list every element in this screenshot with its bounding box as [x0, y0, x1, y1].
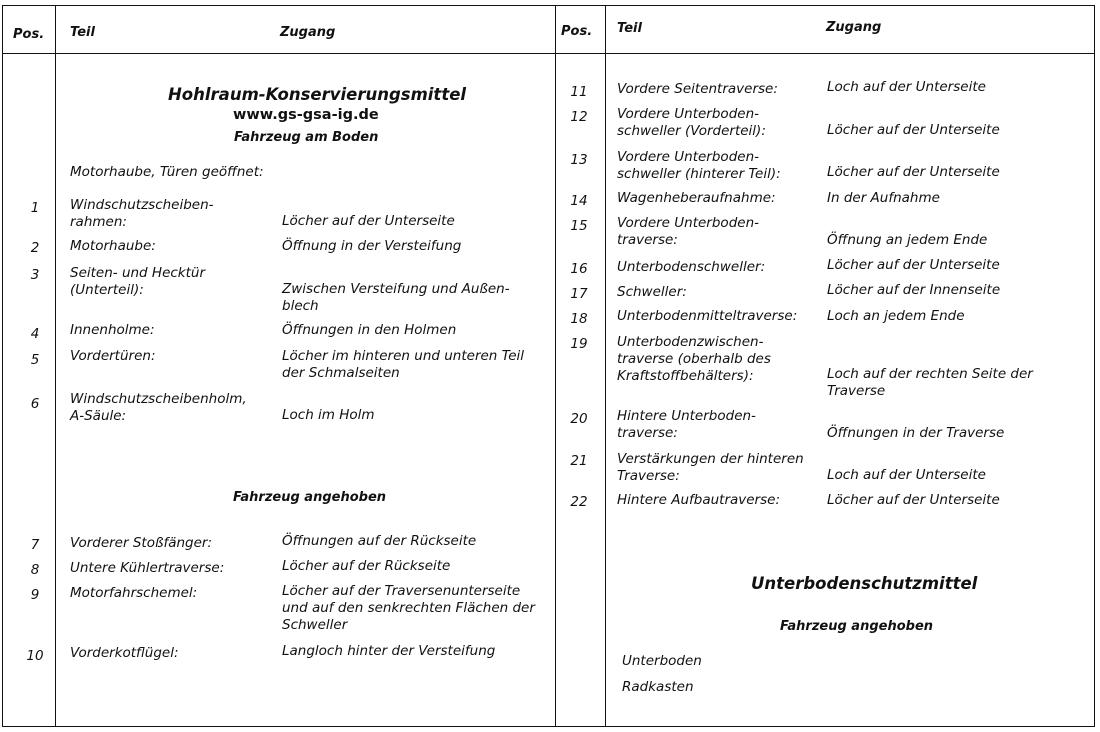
part-name: Unterbodenschweller: [617, 259, 766, 275]
pos-number: 22 [570, 494, 588, 510]
header-teil-right: Teil [617, 21, 642, 36]
access-point: Löcher auf der Rückseite [282, 558, 451, 574]
part-name: Schweller: [617, 284, 687, 300]
pos-number: 5 [30, 352, 40, 368]
pos-number: 11 [570, 84, 588, 100]
part-name: Vordere Unterboden- traverse: [617, 215, 759, 248]
access-point: Löcher auf der Traversenunterseite und auf den senkrechten Flächen der Schweller [282, 583, 535, 633]
part-name: Windschutzscheiben- rahmen: [70, 197, 214, 230]
access-point: Öffnungen in den Holmen [282, 322, 457, 338]
part-name: Hintere Aufbautraverse: [617, 492, 780, 508]
access-point: Loch an jedem Ende [827, 308, 965, 324]
pos-number: 15 [570, 218, 588, 234]
part-name: Vorderer Stoßfänger: [70, 535, 213, 551]
subsection-heading: Fahrzeug angehoben [780, 619, 934, 634]
access-point: Loch auf der Unterseite [827, 467, 986, 483]
access-point: Löcher auf der Unterseite [827, 492, 1000, 508]
access-point: Loch auf der Unterseite [827, 79, 986, 95]
part-name: Verstärkungen der hinteren Traverse: [617, 451, 804, 484]
left-section-title: Hohlraum-Konservierungsmittel [168, 85, 467, 104]
pos-number: 20 [570, 411, 588, 427]
column-divider [555, 5, 556, 727]
pos-number: 12 [570, 109, 588, 125]
part-name: Motorfahrschemel: [70, 585, 198, 601]
access-point: Loch im Holm [282, 407, 375, 423]
part-name: Vordere Seitentraverse: [617, 81, 778, 97]
access-point: Löcher im hinteren und unteren Teil der Schmalseiten [282, 348, 525, 381]
pos-number: 17 [570, 286, 588, 302]
pos-number: 19 [570, 336, 588, 352]
note-text: Motorhaube, Türen geöffnet: [70, 164, 264, 180]
access-point: Löcher auf der Unterseite [827, 164, 1000, 180]
column-divider [55, 5, 56, 727]
part-name: Motorhaube: [70, 238, 156, 254]
part-name: Vorderkotflügel: [70, 645, 179, 661]
header-teil-left: Teil [70, 25, 95, 40]
part-name: Wagenheberaufnahme: [617, 190, 776, 206]
pos-number: 21 [570, 453, 588, 469]
header-pos-right: Pos. [561, 24, 593, 39]
access-point: Löcher auf der Innenseite [827, 282, 1001, 298]
pos-number: 2 [30, 240, 40, 256]
access-point: Zwischen Versteifung und Außen- blech [282, 281, 510, 314]
pos-number: 1 [30, 200, 40, 216]
header-pos-left: Pos. [13, 27, 45, 42]
part-name: Windschutzscheibenholm, A-Säule: [70, 391, 247, 424]
access-point: Loch auf der rechten Seite der Traverse [827, 366, 1033, 399]
access-point: Öffnungen in der Traverse [827, 425, 1005, 441]
access-point: Löcher auf der Unterseite [282, 213, 455, 229]
pos-number: 10 [26, 648, 44, 664]
pos-number: 7 [30, 537, 40, 553]
part-name: Unterbodenmitteltraverse: [617, 308, 798, 324]
access-point: Löcher auf der Unterseite [827, 257, 1000, 273]
access-point: Löcher auf der Unterseite [827, 122, 1000, 138]
pos-number: 8 [30, 562, 40, 578]
header-divider [2, 53, 1095, 54]
website-url: www.gs-gsa-ig.de [233, 107, 379, 123]
part-name: Seiten- und Hecktür (Unterteil): [70, 265, 206, 298]
part-name: Vordertüren: [70, 348, 156, 364]
access-point: Öffnung an jedem Ende [827, 232, 988, 248]
list-item: Unterboden [622, 653, 702, 669]
access-point: In der Aufnahme [827, 190, 940, 206]
access-point: Langloch hinter der Versteifung [282, 643, 496, 659]
part-name: Unterbodenzwischen- traverse (oberhalb des Kraftstoffbehälters): [617, 334, 771, 384]
list-item: Radkasten [622, 679, 694, 695]
header-zugang-left: Zugang [280, 25, 336, 40]
pos-number: 9 [30, 587, 40, 603]
pos-number: 4 [30, 326, 40, 342]
pos-number: 6 [30, 396, 40, 412]
pos-number: 16 [570, 261, 588, 277]
subsection-heading: Fahrzeug am Boden [234, 130, 379, 145]
part-name: Hintere Unterboden- traverse: [617, 408, 756, 441]
part-name: Untere Kühlertraverse: [70, 560, 225, 576]
pos-number: 18 [570, 311, 588, 327]
access-point: Öffnung in der Versteifung [282, 238, 462, 254]
column-divider [605, 5, 606, 727]
part-name: Vordere Unterboden- schweller (Vorderteil): [617, 106, 766, 139]
subsection-heading: Fahrzeug angehoben [233, 490, 387, 505]
header-zugang-right: Zugang [826, 20, 882, 35]
access-point: Öffnungen auf der Rückseite [282, 533, 477, 549]
pos-number: 14 [570, 193, 588, 209]
part-name: Innenholme: [70, 322, 155, 338]
right-section-title: Unterbodenschutzmittel [751, 574, 978, 593]
part-name: Vordere Unterboden- schweller (hinterer Teil): [617, 149, 781, 182]
pos-number: 13 [570, 152, 588, 168]
pos-number: 3 [30, 267, 40, 283]
